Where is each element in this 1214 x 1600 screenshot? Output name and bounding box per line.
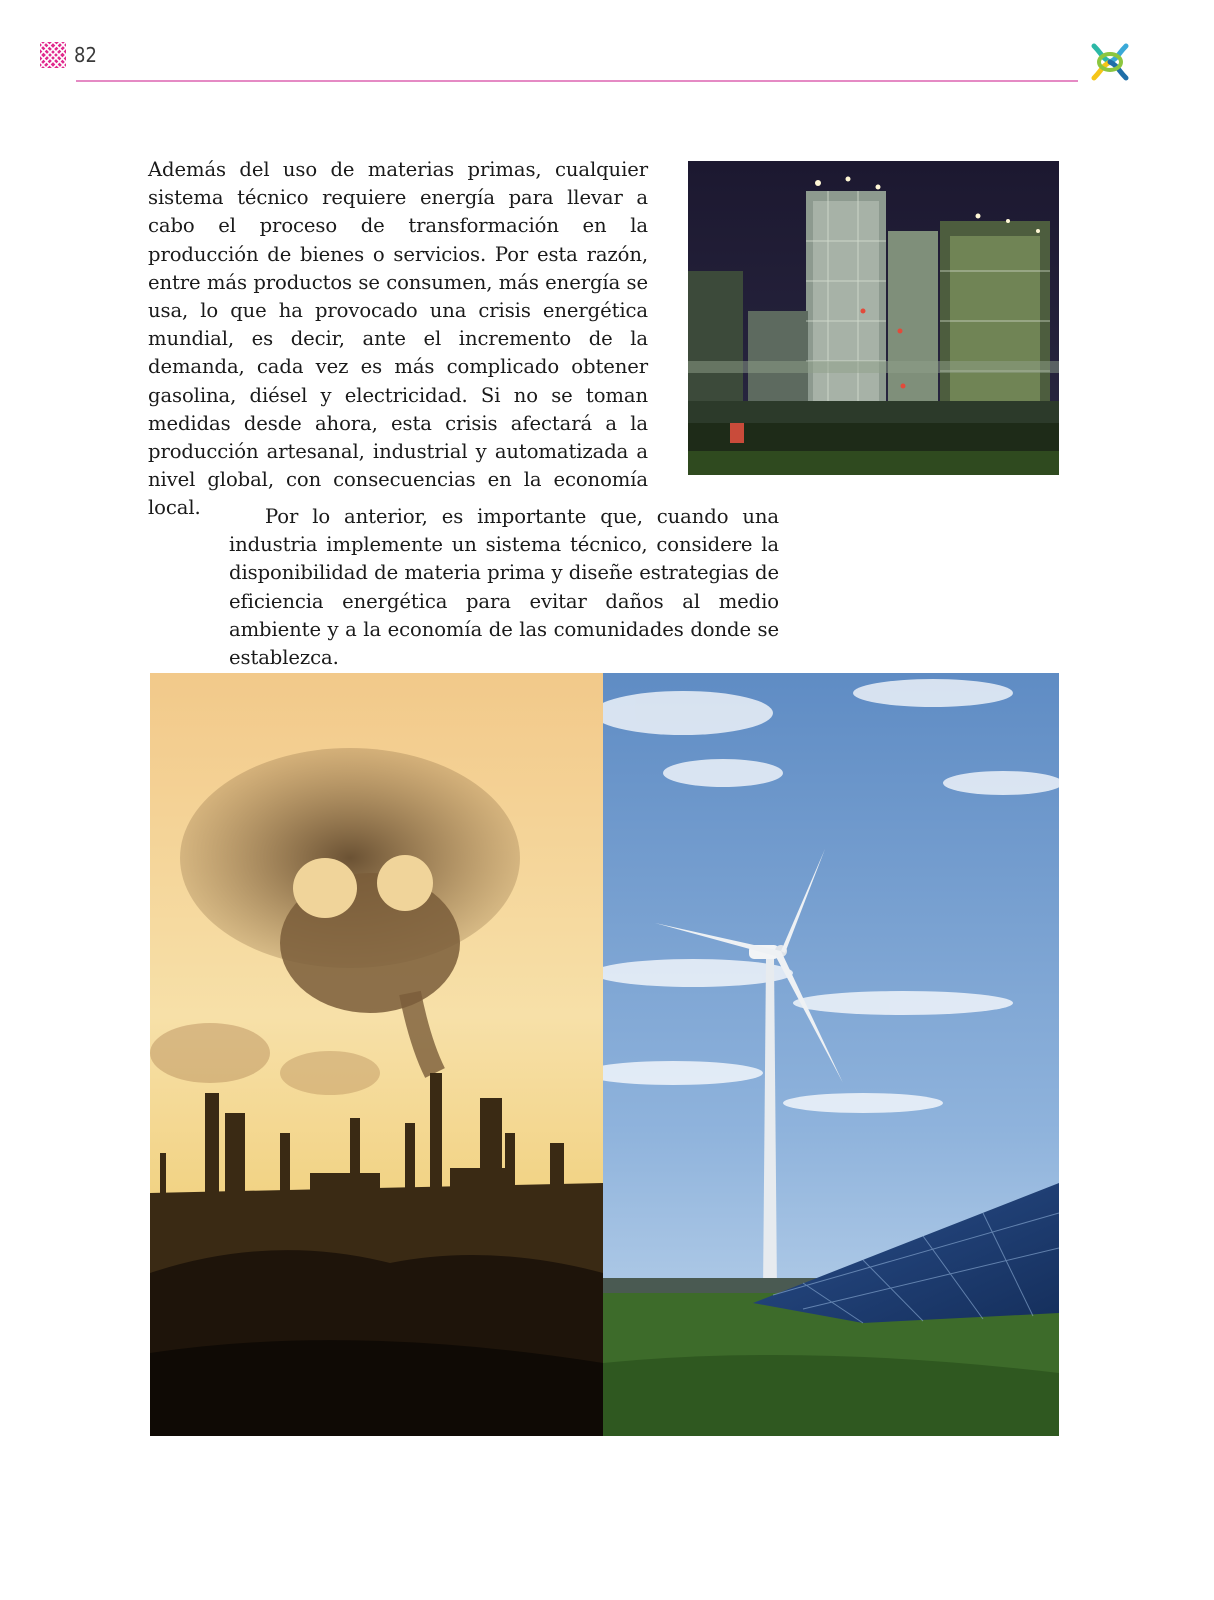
body-paragraph-2: Por lo anterior, es importante que, cuando una industria implemente un sistema técnico, considere la disponibilidad de materia prima y diseñe estrategias de eficiencia energética para evitar daños al medio ambiente y a la economía de las comunidades donde se establezca.	[229, 505, 779, 670]
refinery-at-night-photo	[688, 161, 1059, 475]
body-paragraph-1: Además del uso de materias primas, cualquier sistema técnico requiere energía para llevar a cabo el proceso de transformación en la producción de bienes o servicios. Por esta razón, entre más productos se consumen, más energía se usa, lo que ha provocado una crisis energética mundial, es decir, ante el incremento de la demanda, cada vez es más complicado obtener gasolina, diésel y electricidad. Si no se toman medidas desde ahora, esta crisis afectará a la producción artesanal, industrial y automatizada a nivel global, con consecuencias en la economía local.	[148, 158, 648, 520]
wind-turbine-solar-panels-photo	[603, 673, 1059, 1436]
multicolor-interlaced-logo-icon	[1086, 38, 1134, 86]
page-number: 82	[74, 43, 97, 67]
factory-smoke-skull-photo	[150, 673, 603, 1436]
pink-woven-pattern-icon	[40, 42, 66, 68]
header-divider	[76, 80, 1078, 82]
